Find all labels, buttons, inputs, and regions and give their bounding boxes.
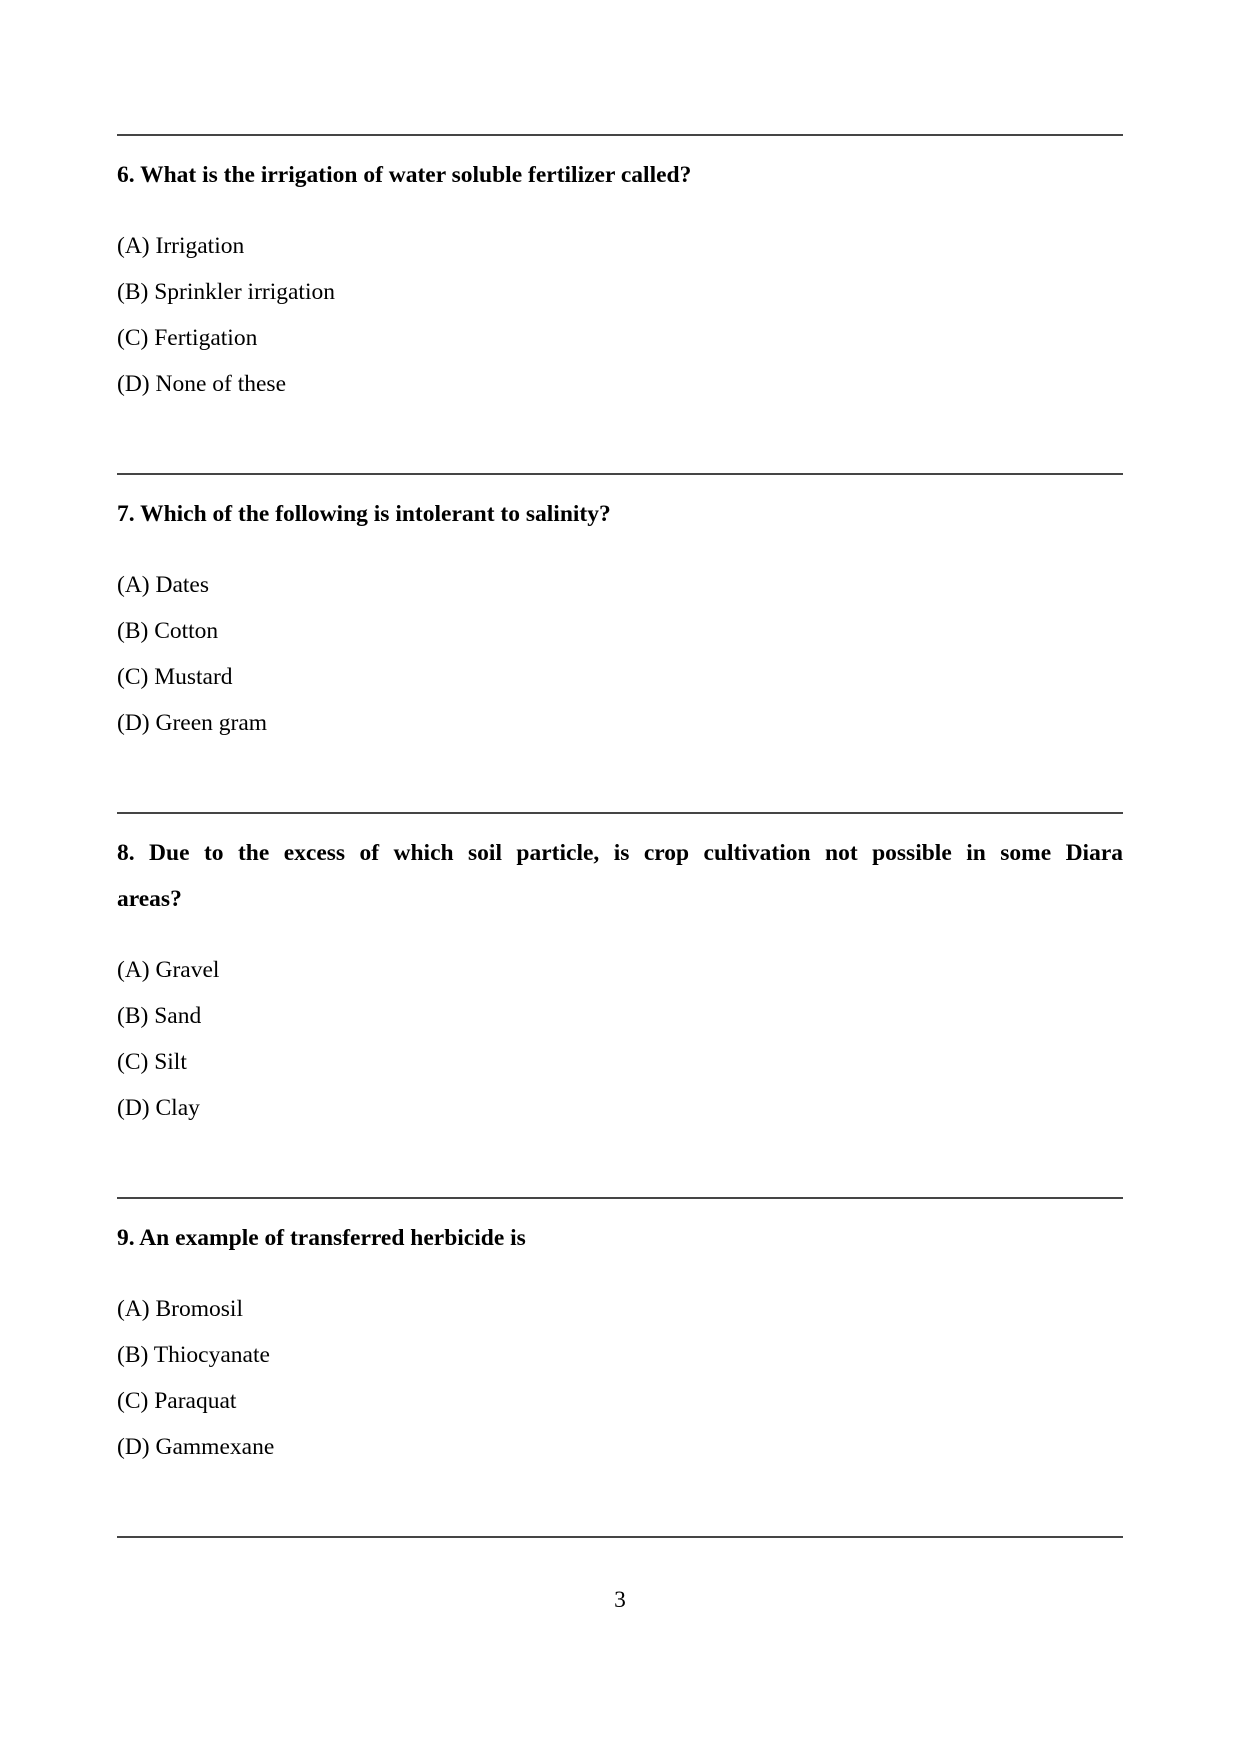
question-6-option-d [117, 361, 1123, 407]
option-label: (B) [117, 279, 149, 305]
question-9-text: 9. An example of transferred herbicide is [117, 1225, 526, 1251]
option-text: Green gram [155, 710, 268, 736]
question-9-heading [117, 1215, 1123, 1261]
option-text: Irrigation [155, 233, 245, 259]
question-8-option-a [117, 947, 1123, 993]
question-8-option-c [117, 1039, 1123, 1085]
option-label: (C) [117, 664, 149, 690]
question-8-option-d [117, 1085, 1123, 1131]
option-text: Sprinkler irrigation [154, 279, 335, 305]
option-label: (B) [117, 1003, 149, 1029]
option-label: (D) [117, 710, 150, 736]
option-text: Mustard [154, 664, 233, 690]
question-8-text-line-2: areas? [117, 886, 182, 912]
question-6-text: 6. What is the irrigation of water soluble fertilizer called? [117, 162, 692, 188]
question-7-option-c [117, 654, 1123, 700]
divider [117, 473, 1123, 475]
question-9-option-b [117, 1332, 1123, 1378]
option-label: (A) [117, 233, 150, 259]
option-text: Cotton [154, 618, 219, 644]
question-8 [117, 830, 1123, 1131]
question-8-option-b [117, 993, 1123, 1039]
question-9 [117, 1215, 1123, 1470]
divider [117, 812, 1123, 814]
option-text: None of these [155, 371, 287, 397]
option-label: (C) [117, 325, 149, 351]
question-7-heading [117, 491, 1123, 537]
option-text: Gravel [155, 957, 220, 983]
text-block [117, 134, 1123, 1623]
option-label: (D) [117, 1095, 150, 1121]
option-label: (D) [117, 371, 150, 397]
question-9-options [117, 1286, 1123, 1470]
question-8-text-line-1: 8. Due to the excess of which soil particle, is crop cultivation not possible in some Diara [117, 840, 1123, 866]
option-text: Thiocyanate [153, 1342, 270, 1368]
question-7 [117, 491, 1123, 746]
question-7-option-a [117, 562, 1123, 608]
divider [117, 134, 1123, 136]
option-label: (A) [117, 572, 150, 598]
question-6 [117, 152, 1123, 407]
question-7-option-b [117, 608, 1123, 654]
question-9-option-d [117, 1424, 1123, 1470]
question-6-options [117, 223, 1123, 407]
question-6-heading [117, 152, 1123, 198]
option-text: Paraquat [154, 1388, 237, 1414]
question-6-option-b [117, 269, 1123, 315]
question-6-option-a [117, 223, 1123, 269]
option-text: Gammexane [155, 1434, 275, 1460]
option-text: Clay [155, 1095, 200, 1121]
divider [117, 1536, 1123, 1538]
question-9-option-a [117, 1286, 1123, 1332]
option-label: (A) [117, 957, 150, 983]
option-text: Fertigation [154, 325, 258, 351]
question-6-option-c [117, 315, 1123, 361]
option-label: (A) [117, 1296, 150, 1322]
option-text: Sand [154, 1003, 202, 1029]
option-text: Silt [154, 1049, 187, 1075]
question-7-text: 7. Which of the following is intolerant to salinity? [117, 501, 611, 527]
question-7-options [117, 562, 1123, 746]
option-label: (C) [117, 1388, 149, 1414]
option-label: (B) [117, 618, 149, 644]
option-label: (B) [117, 1342, 149, 1368]
question-8-options [117, 947, 1123, 1131]
question-7-option-d [117, 700, 1123, 746]
option-label: (C) [117, 1049, 149, 1075]
option-text: Dates [155, 572, 210, 598]
question-8-heading [117, 830, 1123, 922]
question-9-option-c [117, 1378, 1123, 1424]
divider [117, 1197, 1123, 1199]
option-text: Bromosil [155, 1296, 243, 1322]
page-number: 3 [614, 1587, 626, 1613]
option-label: (D) [117, 1434, 150, 1460]
